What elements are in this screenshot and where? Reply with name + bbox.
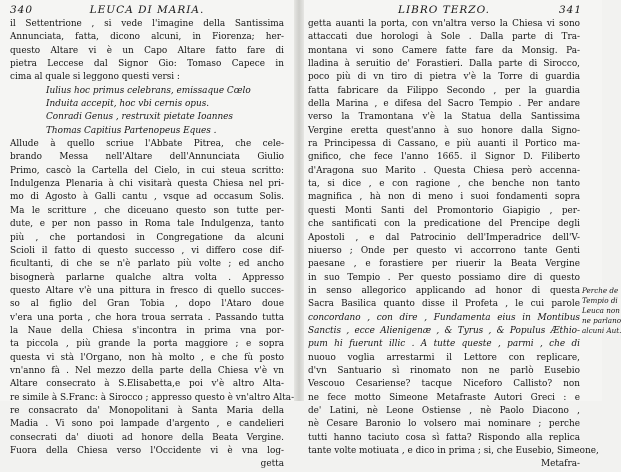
text-line: concordano , con dire , Fundamenta eius in Montibus	[308, 312, 580, 323]
text-line: Allude à quello scriue l'Abbate Pitrea, che cele-	[10, 139, 284, 150]
text-line: pietra Leccese dal Signor Gio: Tomaso Capece in	[10, 59, 284, 70]
text-line: Sacra Basilica quanto disse il Profeta , le cui parole	[308, 299, 580, 310]
text-line: Iulius hoc primus celebrans, emissaque Cœlo	[46, 85, 251, 96]
text-line: Altare consecrato à S.Elisabetta,e poi v'è altro Alta-	[10, 379, 284, 390]
text-line: Indulgenza Plenaria à chi visitarà questa Chiesa nel pri-	[10, 179, 284, 190]
text-line: nè Cesare Baronio lo volsero mai nominare ; perche	[308, 419, 580, 430]
text-line: d'vn Santuario sì rinomato non ne parlò Eusebio	[308, 365, 580, 376]
text-line: in senso allegorico applicando ad honor di questa	[308, 285, 580, 296]
margin-note-line: Perche de	[582, 286, 619, 295]
text-line: ta piccola , più grande la porta maggiore ; e sopra	[10, 339, 284, 350]
margin-note-line: alcuni Aut.	[582, 326, 621, 335]
book-gutter	[294, 0, 304, 401]
text-line: ficultanti, di che se n'è parlato più volte ; ed ancho	[10, 259, 284, 270]
margin-note	[582, 286, 621, 336]
left-running-title: LEUCA DI MARIA.	[89, 4, 205, 16]
text-line-lead: tante volte motiuata , e dico in prima ;	[308, 446, 484, 456]
left-page-text	[10, 18, 295, 472]
text-line: v'era una porta , che hora troua serrata . Passando tutta	[10, 312, 284, 323]
text-line: poco più di vn tiro di pietra v'è la Torre di guardia	[308, 72, 580, 83]
text-line: fatta fabricare da Filippo Secondo , per la guardia	[308, 85, 580, 96]
right-running-title: LIBRO TERZO.	[398, 4, 490, 16]
text-line-tail: si, che Eusebio, Simeone,	[483, 446, 599, 456]
text-line: Scioli il fatto di questo successo , vi differo cose dif-	[10, 245, 284, 256]
text-line: Ma le scritture , che diceuano questo son tutte per-	[10, 205, 284, 216]
catchword: getta	[260, 459, 284, 470]
text-line: vn'anno fà . Nel mezzo della parte della Chiesa v'è vn	[10, 365, 284, 376]
text-line: questo Altare v'è una pittura in fresco di quello succes-	[10, 285, 284, 296]
text-line: Madia . Vi sono poi lampade d'argento , e candelieri	[10, 419, 284, 430]
text-line: questo Altare vi è un Capo Altare fatto fare di	[10, 45, 284, 56]
text-line: Thomas Capitius Partenopeus Eques .	[46, 125, 217, 136]
text-line: il Settentrione , si vede l'imagine della Santissima	[10, 19, 284, 29]
text-line: della Marina , e difesa del Sacro Tempio . Per andare	[308, 99, 580, 110]
text-line: bisognerà parlarne qualche altra volta . Appresso	[10, 272, 284, 283]
text-line: consecrati da' diuoti ad honore della Beata Vergine.	[10, 432, 284, 443]
text-line: re simile à S.Franc: à Sirocco ; appresso questo è vn'altro Alta-	[10, 392, 295, 403]
text-line: attaccati due horologi à Sole . Dalla parte di Tra-	[308, 32, 580, 43]
text-line: cima al quale si leggono questi versi :	[10, 72, 180, 83]
text-line: montana vi sono Camere fatte fare da Monsig. Pa-	[308, 45, 580, 56]
text-line: Vergine eretta quest'anno à suo honore dalla Signo-	[308, 125, 580, 136]
text-line: più , che portandosi in Congregatione da alcuni	[10, 232, 284, 243]
text-line: Annunciata, fatta, dicono alcuni, in Fiorenza; her-	[10, 32, 284, 43]
text-line: mo di Agosto à Galli cantu , vsque ad occasum Solis.	[10, 192, 284, 203]
text-line	[308, 445, 599, 458]
text-line: tutti hanno taciuto cosa sì fatta? Rispondo alla replica	[308, 432, 580, 443]
text-line: ne fece motto Simeone Metafraste Autori Greci : e	[308, 392, 580, 403]
text-line: questi Monti Santi del Promontorio Giapigio , per-	[308, 205, 580, 216]
text-line: nuouo voglia arrestarmi il Lettore con replicare,	[308, 352, 580, 363]
text-line: dute, e per non passo in Roma tale Indulgenza, tanto	[10, 219, 284, 230]
text-line: in suo Tempio . Per questo possiamo dire di questo	[308, 272, 580, 283]
catchword: Metafra-	[540, 459, 580, 470]
text-line: so al figlio del Gran Tobia , dopo l'Ataro doue	[10, 299, 284, 310]
text-line: ra Principessa di Cassano, e più auanti il Portico ma-	[308, 139, 580, 150]
text-line: la Naue della Chiesa s'incontra in prima vna por-	[10, 325, 284, 336]
left-page-header	[10, 4, 284, 18]
text-line: pum hi fuerunt illic . A tutte queste , parmi , che di	[308, 339, 580, 350]
left-page	[10, 4, 295, 472]
text-line: magnifica , hà non di meno i suoi fondamenti sopra	[308, 192, 580, 203]
text-line: Fuora della Chiesa verso l'Occidente vi è vna log-	[10, 446, 284, 456]
text-line: gnifico, che fece l'anno 1665. il Signor D. Filiberto	[308, 152, 580, 163]
right-page-number: 341	[558, 4, 582, 16]
left-page-number: 340	[10, 4, 34, 16]
text-line: d'Aragona suo Marito . Questa Chiesa però accenna-	[308, 165, 580, 176]
text-line: de' Latini, nè Leone Ostiense , nè Paolo Diacono ,	[308, 405, 580, 416]
text-line: Induita accepit, hoc vbi cernis opus.	[46, 99, 210, 110]
text-line: ta, si dice , e con ragione , che benche non tanto	[308, 179, 580, 190]
text-line: Sanctis , ecce Alienigenæ , & Tyrus , & Populus Æthio-	[308, 325, 580, 336]
right-page-header	[308, 4, 580, 18]
text-line: brando Messa nell'Altare dell'Annunciata Giulio	[10, 152, 284, 163]
text-line: niuerso ; Onde per questo vi accorrono tante Genti	[308, 245, 580, 256]
text-line: re consacrato da' Monopolitani à Santa Maria della	[10, 405, 284, 416]
text-line: getta auanti la porta, con vn'altra verso la Chiesa vi sono	[308, 19, 580, 29]
right-page-text	[308, 18, 599, 472]
text-line: questa vi stà l'Organo, non hà molto , e che fù posto	[10, 352, 284, 363]
text-line: Apostoli , e dal Patrocinio dell'Imperadrice dell'V-	[308, 232, 580, 243]
margin-note-line: ne parlano	[582, 316, 621, 325]
text-line: Vescouo Cesariense? tacque Niceforo Callisto? non	[308, 379, 580, 390]
text-line: paesane , e forastiere per riuerir la Beata Vergine	[308, 259, 580, 270]
text-line: Primo, cascò la Cartella del Cielo, in cui steua scritto:	[10, 165, 284, 176]
right-page	[308, 4, 599, 472]
margin-note-line: Leuca non	[582, 306, 620, 315]
text-line: Conradi Genus , restruxit pietate Ioannes	[46, 112, 233, 123]
text-line: verso la Tramontana v'è la Statua della Santissima	[308, 112, 580, 123]
text-line: che santificati con la predicatione del Prencipe degli	[308, 219, 580, 230]
margin-note-line: Tempio di	[582, 296, 618, 305]
text-line: lladina à seruitio de' Forastieri. Dalla parte di Sirocco,	[308, 59, 580, 70]
